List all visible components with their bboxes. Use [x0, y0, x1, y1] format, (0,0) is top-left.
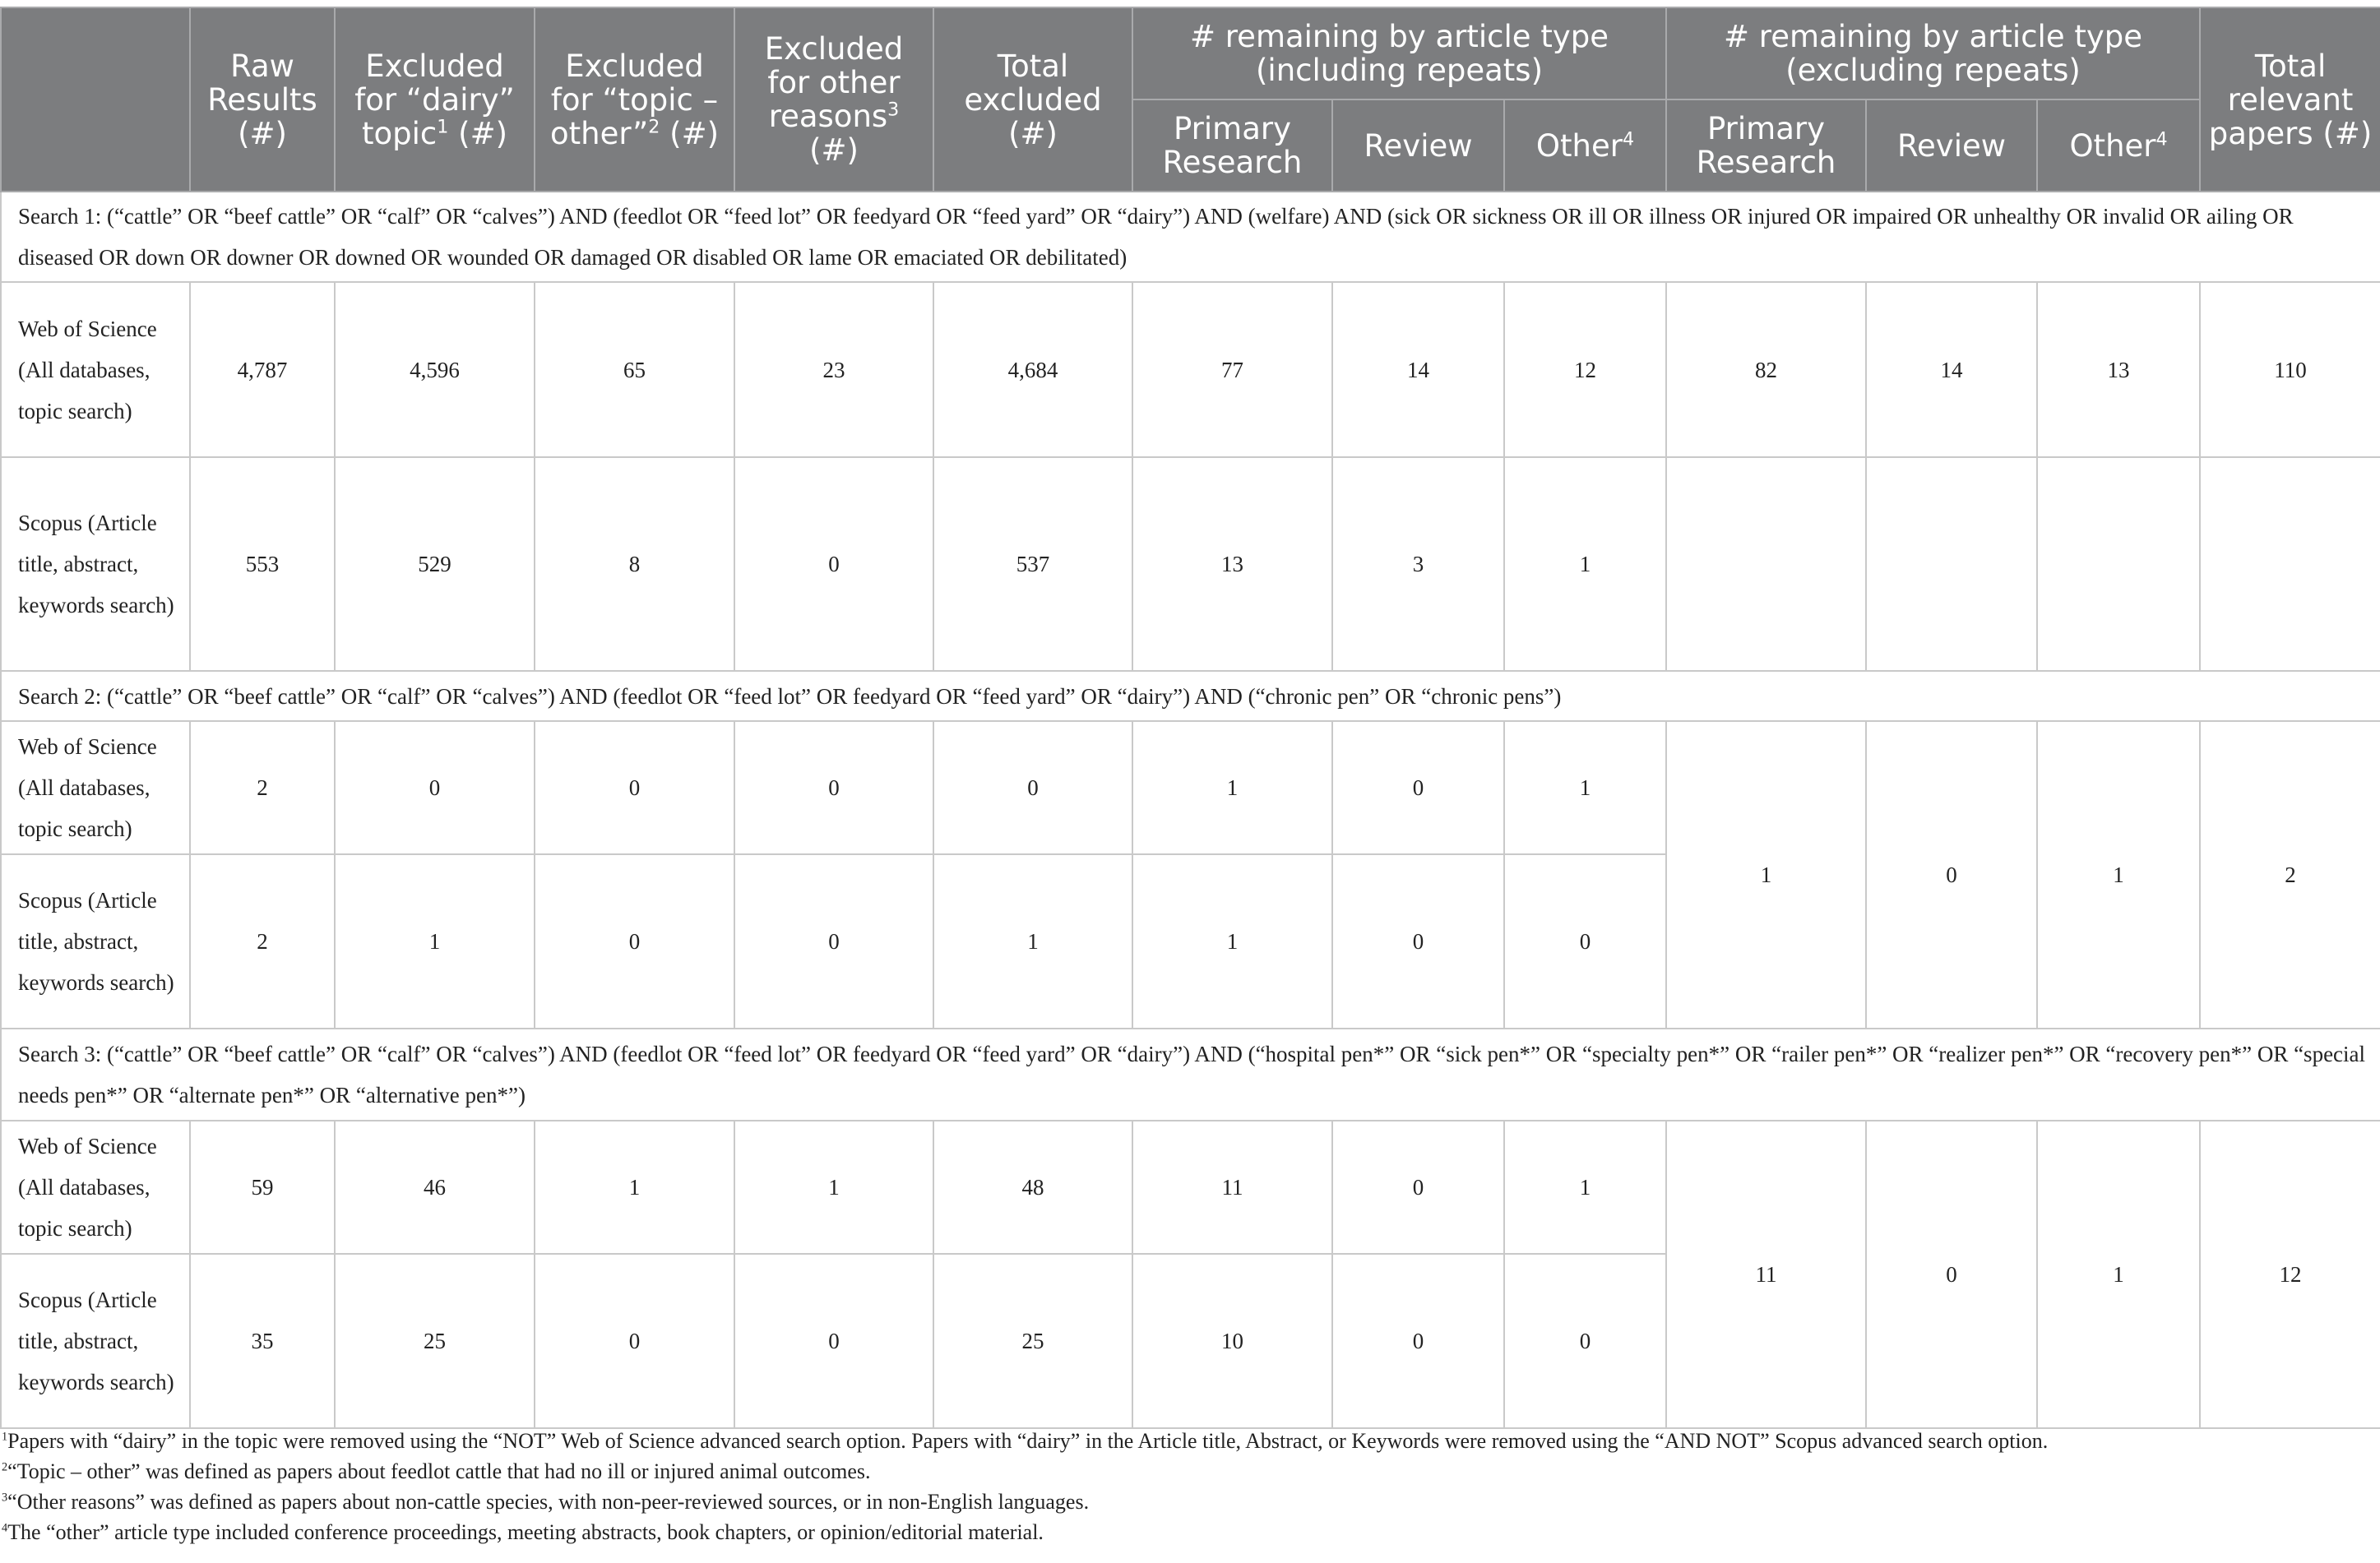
- raw-results-cell: 2: [190, 721, 335, 854]
- exc-other-cell: 1: [2037, 1121, 2200, 1428]
- inc-review-cell: 0: [1332, 1254, 1504, 1428]
- total-excluded-cell: 25: [933, 1254, 1132, 1428]
- header-inc-other: Other$^4$: [1504, 99, 1666, 192]
- excluded-topic-cell: 8: [535, 457, 734, 671]
- exc-review-cell: 0: [1866, 1121, 2037, 1428]
- inc-other-cell: 1: [1504, 457, 1666, 671]
- header-total-excluded: Total excluded (#): [933, 7, 1132, 192]
- total-relevant-empty-cell: [2200, 457, 2380, 671]
- raw-results-cell: 553: [190, 457, 335, 671]
- inc-other-cell: 12: [1504, 282, 1666, 457]
- exc-review-empty-cell: [1866, 457, 2037, 671]
- exc-other-cell: 13: [2037, 282, 2200, 457]
- header-excluded-topic-other: Excluded for “topic – other”$^2$ (#): [535, 7, 734, 192]
- excluded-dairy-cell: 529: [335, 457, 535, 671]
- inc-review-cell: 14: [1332, 282, 1504, 457]
- inc-other-cell: 0: [1504, 854, 1666, 1029]
- excluded-other-cell: 0: [734, 457, 933, 671]
- inc-primary-cell: 1: [1132, 721, 1332, 854]
- total-excluded-cell: 0: [933, 721, 1132, 854]
- inc-review-cell: 0: [1332, 854, 1504, 1029]
- header-excluded-dairy: Excluded for “dairy” topic$^1$ (#): [335, 7, 535, 192]
- exc-other-cell: 1: [2037, 721, 2200, 1029]
- total-excluded-cell: 4,684: [933, 282, 1132, 457]
- footnote-1: $^1$Papers with “dairy” in the topic were removed using the “NOT” Web of Science advanced search option. Papers with “dairy” in the Article title, Abstract, or Keywords were removed using the “AND NOT” Scopus advanced search option.: [2, 1429, 2049, 1453]
- excluded-other-cell: 0: [734, 721, 933, 854]
- total-relevant-cell: 110: [2200, 282, 2380, 457]
- excluded-dairy-cell: 1: [335, 854, 535, 1029]
- excluded-other-cell: 0: [734, 854, 933, 1029]
- footnotes: [0, 1426, 2380, 1547]
- header-exc-review: Review: [1866, 99, 2037, 192]
- total-excluded-cell: 48: [933, 1121, 1132, 1254]
- excluded-dairy-cell: 4,596: [335, 282, 535, 457]
- total-excluded-cell: 1: [933, 854, 1132, 1029]
- source-cell: Web of Science (All databases, topic search): [1, 282, 190, 457]
- search-2-query-row: [1, 671, 2380, 721]
- inc-other-cell: 1: [1504, 1121, 1666, 1254]
- search-2-query: Search 2: (“cattle” OR “beef cattle” OR “calf” OR “calves”) AND (feedlot OR “feed lot” OR feedyard OR “feed yard” OR “dairy”) AND (“chronic pen” OR “chronic pens”): [1, 671, 2380, 721]
- header-inc-primary-research: Primary Research: [1132, 99, 1332, 192]
- inc-primary-cell: 10: [1132, 1254, 1332, 1428]
- excluded-topic-cell: 0: [535, 854, 734, 1029]
- header-row-1: [1, 7, 2380, 99]
- total-relevant-cell: 12: [2200, 1121, 2380, 1428]
- header-exc-other: Other$^4$: [2037, 99, 2200, 192]
- excluded-other-cell: 1: [734, 1121, 933, 1254]
- inc-primary-cell: 77: [1132, 282, 1332, 457]
- inc-review-cell: 0: [1332, 721, 1504, 854]
- source-cell: Scopus (Article title, abstract, keywords search): [1, 457, 190, 671]
- search-1-query: Search 1: (“cattle” OR “beef cattle” OR “calf” OR “calves”) AND (feedlot OR “feed lot” OR feedyard OR “feed yard” OR “dairy”) AND (welfare) AND (sick OR sickness OR ill OR illness OR injured OR impaired OR unhealthy OR invalid OR ailing OR diseased OR down OR downer OR downed OR wounded OR damaged OR disabled OR lame OR emaciated OR debilitated): [1, 192, 2380, 282]
- header-group-including-repeats: # remaining by article type (including repeats): [1132, 7, 1666, 99]
- inc-review-cell: 0: [1332, 1121, 1504, 1254]
- search-3-query-row: [1, 1029, 2380, 1121]
- total-relevant-cell: 2: [2200, 721, 2380, 1029]
- exc-primary-cell: 82: [1666, 282, 1866, 457]
- header-group-excluding-repeats: # remaining by article type (excluding repeats): [1666, 7, 2200, 99]
- excluded-topic-cell: 65: [535, 282, 734, 457]
- inc-other-cell: 1: [1504, 721, 1666, 854]
- exc-review-cell: 14: [1866, 282, 2037, 457]
- header-source-blank: [1, 7, 190, 192]
- exc-primary-cell: 1: [1666, 721, 1866, 1029]
- search-1-query-row: [1, 192, 2380, 282]
- table-row: [1, 457, 2380, 671]
- footnote-4: $^4$The “other” article type included conference proceedings, meeting abstracts, book chapters, or opinion/editorial material.: [2, 1520, 1044, 1544]
- table-row: [1, 721, 2380, 854]
- header-raw-results: Raw Results (#): [190, 7, 335, 192]
- source-cell: Web of Science (All databases, topic search): [1, 1121, 190, 1254]
- header-exc-primary-research: Primary Research: [1666, 99, 1866, 192]
- inc-primary-cell: 11: [1132, 1121, 1332, 1254]
- table-row: [1, 282, 2380, 457]
- raw-results-cell: 2: [190, 854, 335, 1029]
- header-total-relevant: Total relevant papers (#): [2200, 7, 2380, 192]
- excluded-topic-cell: 0: [535, 721, 734, 854]
- header-inc-review: Review: [1332, 99, 1504, 192]
- exc-primary-empty-cell: [1666, 457, 1866, 671]
- excluded-dairy-cell: 25: [335, 1254, 535, 1428]
- inc-review-cell: 3: [1332, 457, 1504, 671]
- search-results-table: [0, 7, 2380, 1429]
- results-table-wrapper: [0, 7, 2380, 1429]
- exc-other-empty-cell: [2037, 457, 2200, 671]
- inc-other-cell: 0: [1504, 1254, 1666, 1428]
- inc-primary-cell: 13: [1132, 457, 1332, 671]
- search-3-query: Search 3: (“cattle” OR “beef cattle” OR “calf” OR “calves”) AND (feedlot OR “feed lot” OR feedyard OR “feed yard” OR “dairy”) AND (“hospital pen*” OR “sick pen*” OR “specialty pen*” OR “railer pen*” OR “realizer pen*” OR “recovery pen*” OR “special needs pen*” OR “alternate pen*” OR “alternative pen*”): [1, 1029, 2380, 1121]
- exc-review-cell: 0: [1866, 721, 2037, 1029]
- inc-primary-cell: 1: [1132, 854, 1332, 1029]
- table-row: [1, 1121, 2380, 1254]
- excluded-topic-cell: 0: [535, 1254, 734, 1428]
- excluded-dairy-cell: 0: [335, 721, 535, 854]
- footnote-2: $^2$“Topic – other” was defined as papers about feedlot cattle that had no ill or injured animal outcomes.: [2, 1459, 871, 1483]
- source-cell: Scopus (Article title, abstract, keywords search): [1, 1254, 190, 1428]
- raw-results-cell: 35: [190, 1254, 335, 1428]
- exc-primary-cell: 11: [1666, 1121, 1866, 1428]
- footnote-3: $^3$“Other reasons” was defined as papers about non-cattle species, with non-peer-reviewed sources, or in non-English languages.: [2, 1490, 1090, 1514]
- raw-results-cell: 59: [190, 1121, 335, 1254]
- raw-results-cell: 4,787: [190, 282, 335, 457]
- source-cell: Web of Science (All databases, topic search): [1, 721, 190, 854]
- source-cell: Scopus (Article title, abstract, keywords search): [1, 854, 190, 1029]
- excluded-other-cell: 0: [734, 1254, 933, 1428]
- excluded-topic-cell: 1: [535, 1121, 734, 1254]
- header-excluded-other-reasons: Excluded for other reasons$^3$ (#): [734, 7, 933, 192]
- total-excluded-cell: 537: [933, 457, 1132, 671]
- excluded-dairy-cell: 46: [335, 1121, 535, 1254]
- excluded-other-cell: 23: [734, 282, 933, 457]
